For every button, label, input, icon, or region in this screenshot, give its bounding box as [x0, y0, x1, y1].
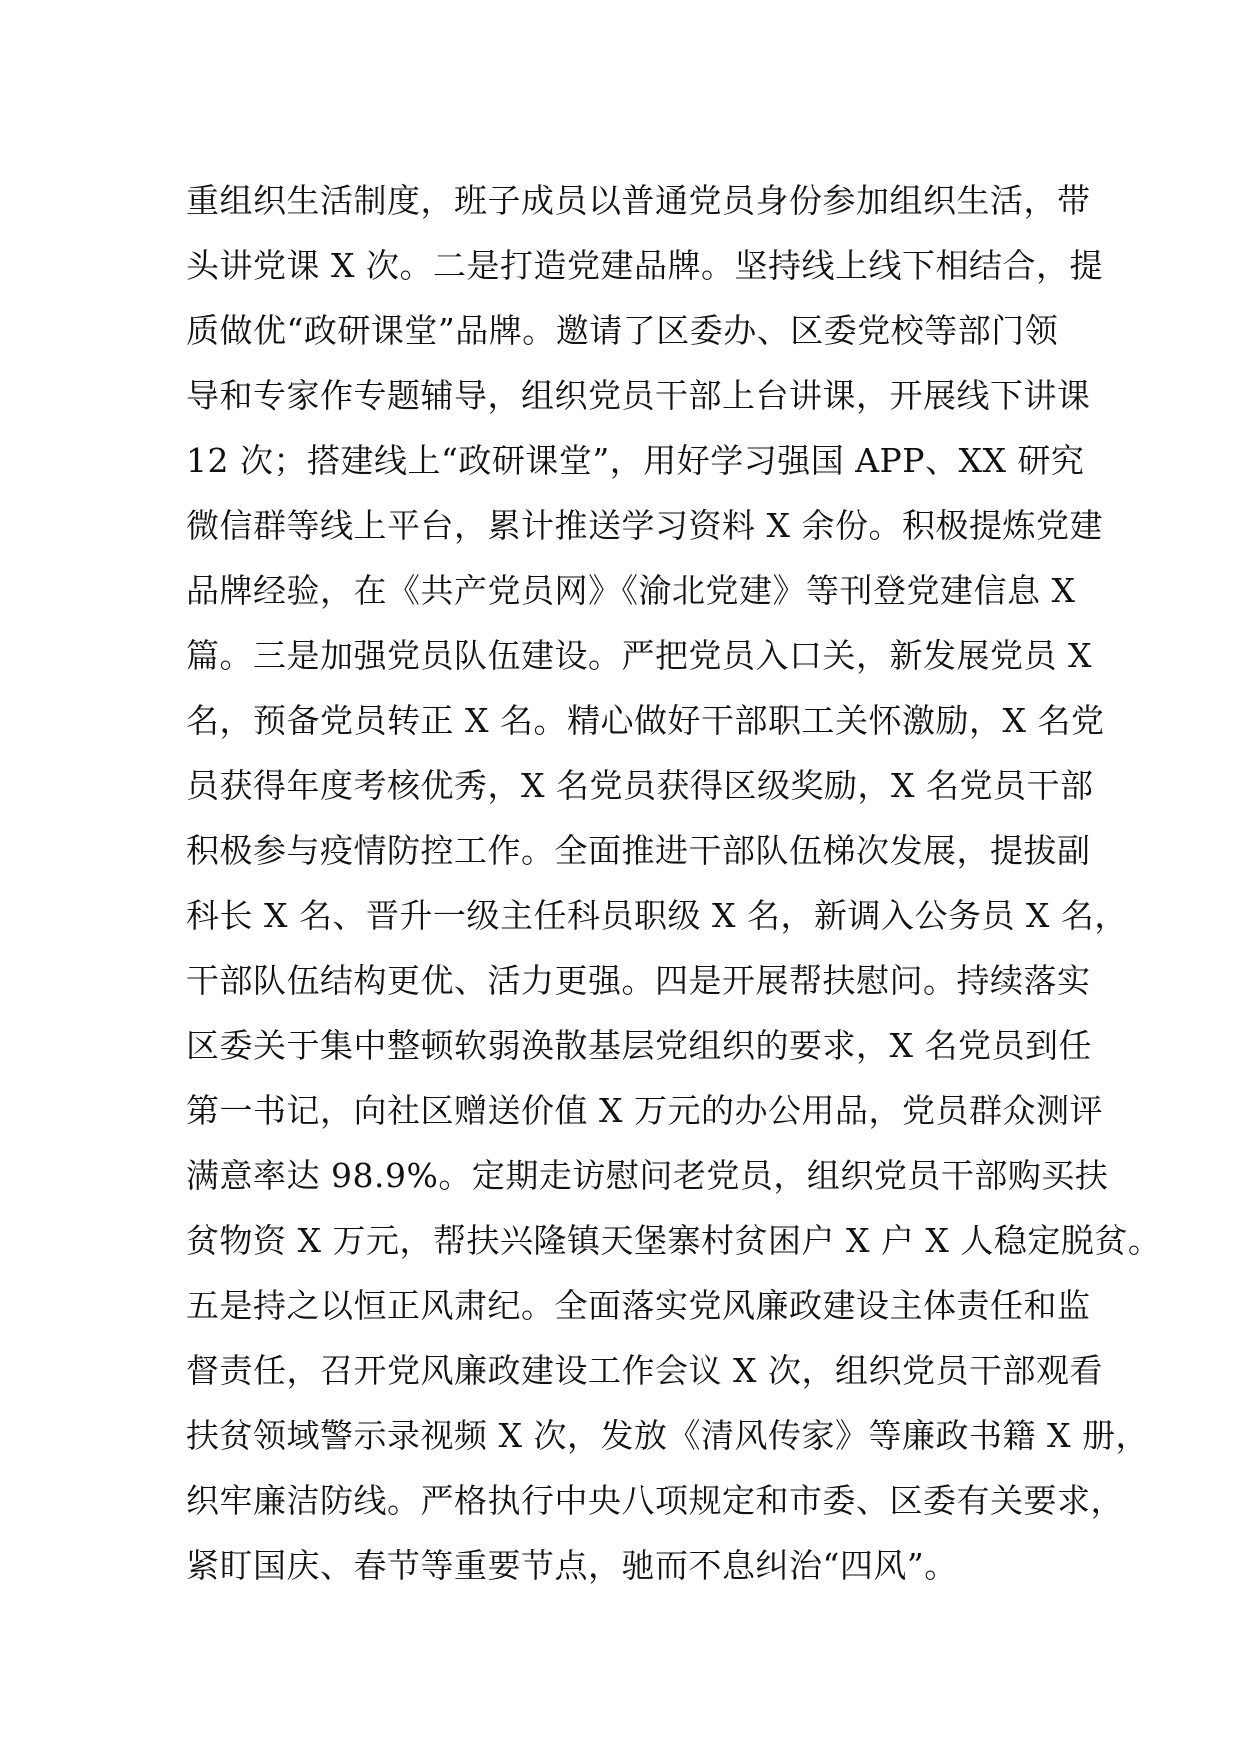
text-line: 名，预备党员转正 X 名。精心做好干部职工关怀激励，X 名党 [186, 701, 1105, 740]
text-line: 紧盯国庆、春节等重要节点，驰而不息纠治“四风”。 [186, 1546, 958, 1585]
text-line: 质做优“政研课堂”品牌。邀请了区委办、区委党校等部门领 [186, 311, 1059, 350]
text-line: 品牌经验，在《共产党员网》《渝北党建》等刊登党建信息 X [186, 571, 1076, 610]
text-line: 微信群等线上平台，累计推送学习资料 X 余份。积极提炼党建 [186, 506, 1103, 545]
text-line: 员获得年度考核优秀，X 名党员获得区级奖励，X 名党员干部 [186, 766, 1094, 805]
text-line: 督责任，召开党风廉政建设工作会议 X 次，组织党员干部观看 [186, 1351, 1103, 1390]
text-line: 满意率达 98.9%。定期走访慰问老党员，组织党员干部购买扶 [186, 1156, 1109, 1195]
text-line: 干部队伍结构更优、活力更强。四是开展帮扶慰问。持续落实 [186, 961, 1091, 1000]
text-line: 重组织生活制度，班子成员以普通党员身份参加组织生活，带 [186, 181, 1091, 220]
text-line: 扶贫领域警示录视频 X 次，发放《清风传家》等廉政书籍 X 册， [186, 1416, 1149, 1455]
text-line: 积极参与疫情防控工作。全面推进干部队伍梯次发展，提拔副 [186, 831, 1091, 870]
text-line: 导和专家作专题辅导，组织党员干部上台讲课，开展线下讲课 [186, 376, 1091, 415]
text-line: 科长 X 名、晋升一级主任科员职级 X 名，新调入公务员 X 名， [186, 896, 1128, 935]
text-line: 12 次；搭建线上“政研课堂”，用好学习强国 APP、XX 研究 [186, 441, 1085, 480]
text-line: 织牢廉洁防线。严格执行中央八项规定和市委、区委有关要求， [186, 1481, 1124, 1520]
text-line: 贫物资 X 万元，帮扶兴隆镇天堡寨村贫困户 X 户 X 人稳定脱贫。 [186, 1221, 1162, 1260]
body-paragraph [186, 168, 1162, 1598]
text-line: 区委关于集中整顿软弱涣散基层党组织的要求，X 名党员到任 [186, 1026, 1092, 1065]
text-line: 五是持之以恒正风肃纪。全面落实党风廉政建设主体责任和监 [186, 1286, 1091, 1325]
text-line: 头讲党课 X 次。二是打造党建品牌。坚持线上线下相结合，提 [186, 246, 1103, 285]
text-line: 篇。三是加强党员队伍建设。严把党员入口关，新发展党员 X [186, 636, 1092, 675]
text-line: 第一书记，向社区赠送价值 X 万元的办公用品，党员群众测评 [186, 1091, 1103, 1130]
